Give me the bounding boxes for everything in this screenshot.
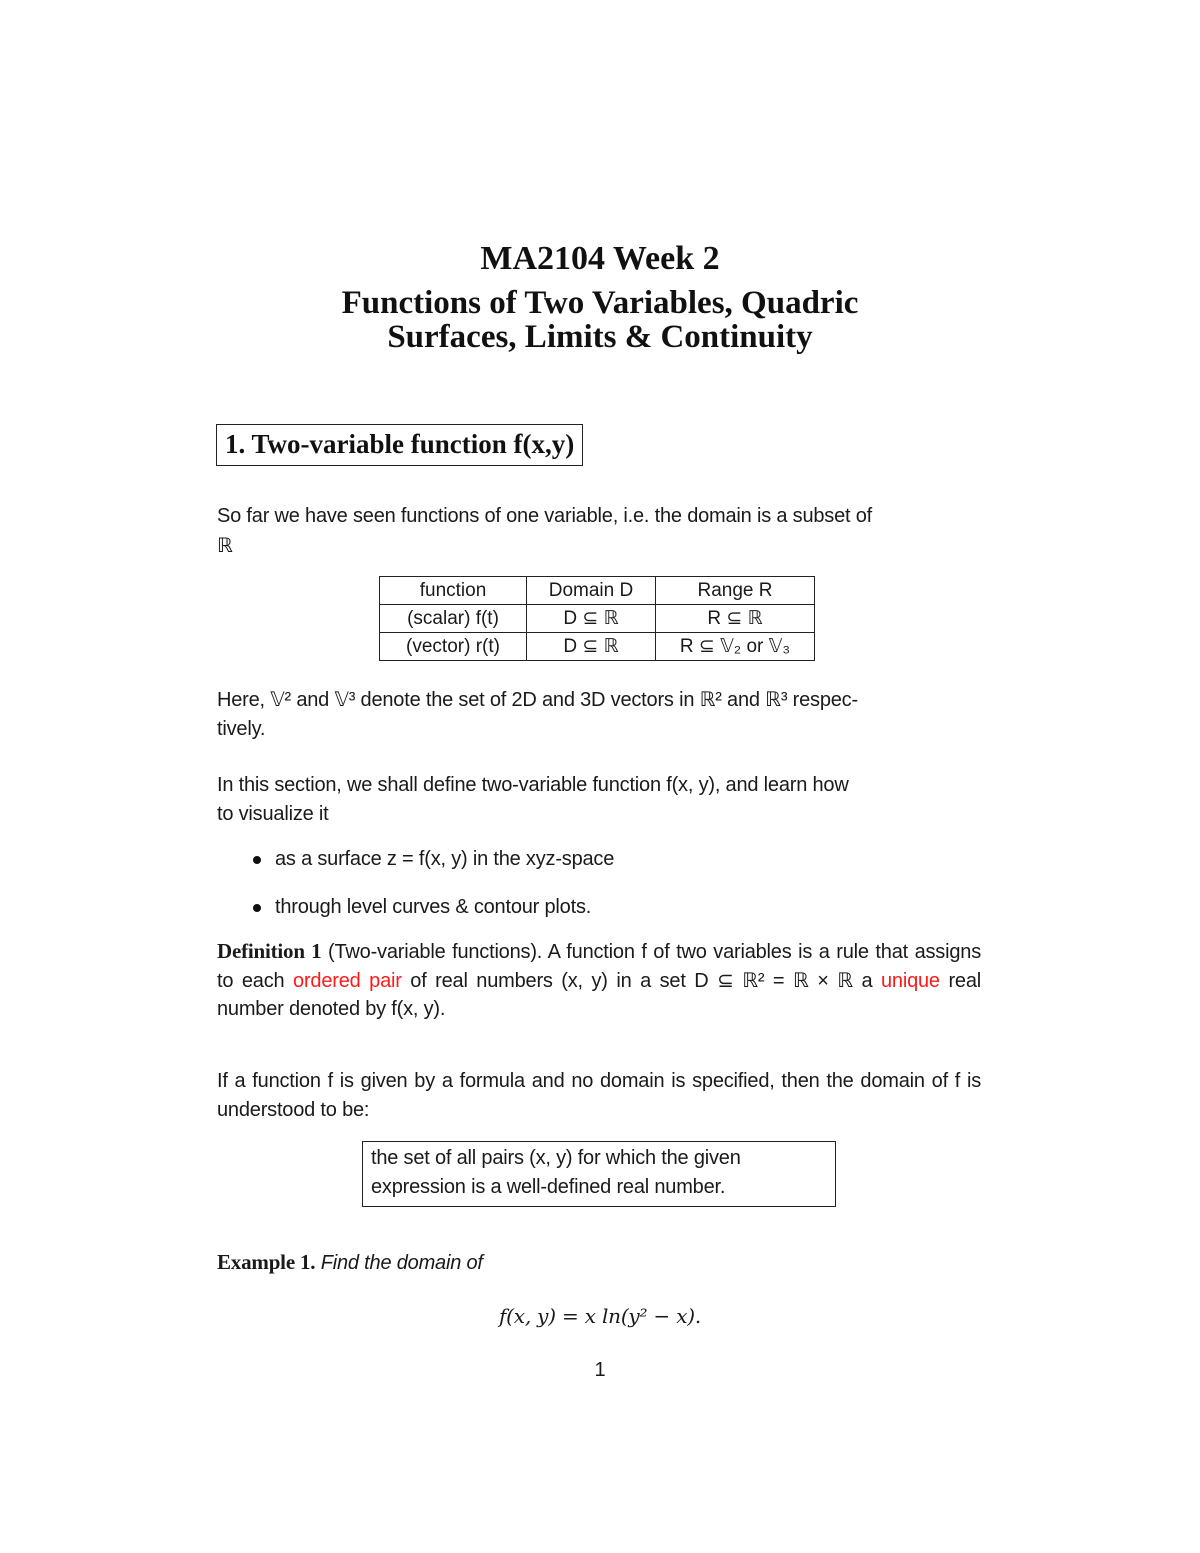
definition-block <box>217 937 981 1024</box>
definition-name: (Two-variable functions). <box>328 941 543 963</box>
document-title: MA2104 Week 2 <box>480 240 720 277</box>
section-number: 1. <box>225 429 246 459</box>
intro-text: So far we have seen functions of one variable, i.e. the domain is a subset of <box>217 505 873 527</box>
domain-box-line2: expression is a well-defined real number. <box>371 1175 726 1198</box>
domain-box-line1: the set of all pairs (x, y) for which the given <box>371 1147 741 1169</box>
list-item <box>250 845 950 893</box>
section-intro-line1: In this section, we shall define two-variable function f(x, y), and learn how <box>217 774 849 796</box>
document-subtitle-line2: Surfaces, Limits & Continuity <box>387 319 813 355</box>
page-number: 1 <box>594 1359 606 1381</box>
table-row <box>380 633 815 661</box>
vectors-note-line2: tively. <box>217 717 266 740</box>
table-header-row <box>380 577 815 605</box>
table-cell: (scalar) f(t) <box>380 605 527 633</box>
table-cell: R ⊆ ℝ <box>656 605 815 633</box>
highlight-ordered-pair: ordered pair <box>293 969 402 992</box>
example-block <box>217 1248 981 1278</box>
list-item-text: as a surface z = f(x, y) in the xyz-space <box>275 848 615 870</box>
bullet-icon <box>253 856 261 864</box>
example-label: Example 1. <box>217 1250 316 1274</box>
vectors-note-line1: Here, 𝕍² and 𝕍³ denote the set of 2D and 3D vectors in ℝ² and ℝ³ respec- <box>217 689 858 711</box>
table-cell: R ⊆ 𝕍₂ or 𝕍₃ <box>656 633 815 661</box>
definition-label: Definition 1 <box>217 939 322 963</box>
list-item <box>250 893 950 941</box>
section-intro-paragraph <box>217 771 981 828</box>
domain-note: If a function f is given by a formula and no domain is specified, then the domain of f is understood to be: <box>217 1070 981 1121</box>
section-title: Two-variable function f(x,y) <box>251 429 575 459</box>
table-header: Domain D <box>527 577 656 605</box>
section-intro-line2: to visualize it <box>217 802 329 825</box>
section-heading <box>216 424 583 466</box>
table-cell: D ⊆ ℝ <box>527 633 656 661</box>
function-table <box>379 576 815 661</box>
title-block <box>0 238 1200 354</box>
bullet-icon <box>253 904 261 912</box>
definition-text: A function f of two variables is a rule that assigns to each <box>217 941 981 992</box>
formula-text: f(x, y) = x ln(y² − x). <box>498 1304 702 1328</box>
intro-paragraph <box>217 502 981 560</box>
definition-text: of real numbers (x, y) in a set D ⊆ ℝ² = ℝ × ℝ a <box>410 969 873 992</box>
table-header: function <box>380 577 527 605</box>
definition-text: real number denoted by f(x, y). <box>217 969 982 1020</box>
table-row <box>380 605 815 633</box>
vectors-note <box>217 686 981 743</box>
highlight-unique: unique <box>881 969 940 992</box>
real-numbers-symbol: ℝ <box>217 532 233 557</box>
example-prompt: Find the domain of <box>320 1252 483 1274</box>
document-subtitle-line1: Functions of Two Variables, Quadric <box>341 285 859 321</box>
visualization-list <box>250 845 950 941</box>
example-formula <box>0 1302 1200 1332</box>
table-cell: D ⊆ ℝ <box>527 605 656 633</box>
table-header: Range R <box>656 577 815 605</box>
list-item-text: through level curves & contour plots. <box>275 896 592 918</box>
domain-definition-box <box>362 1141 836 1207</box>
table-cell: (vector) r(t) <box>380 633 527 661</box>
